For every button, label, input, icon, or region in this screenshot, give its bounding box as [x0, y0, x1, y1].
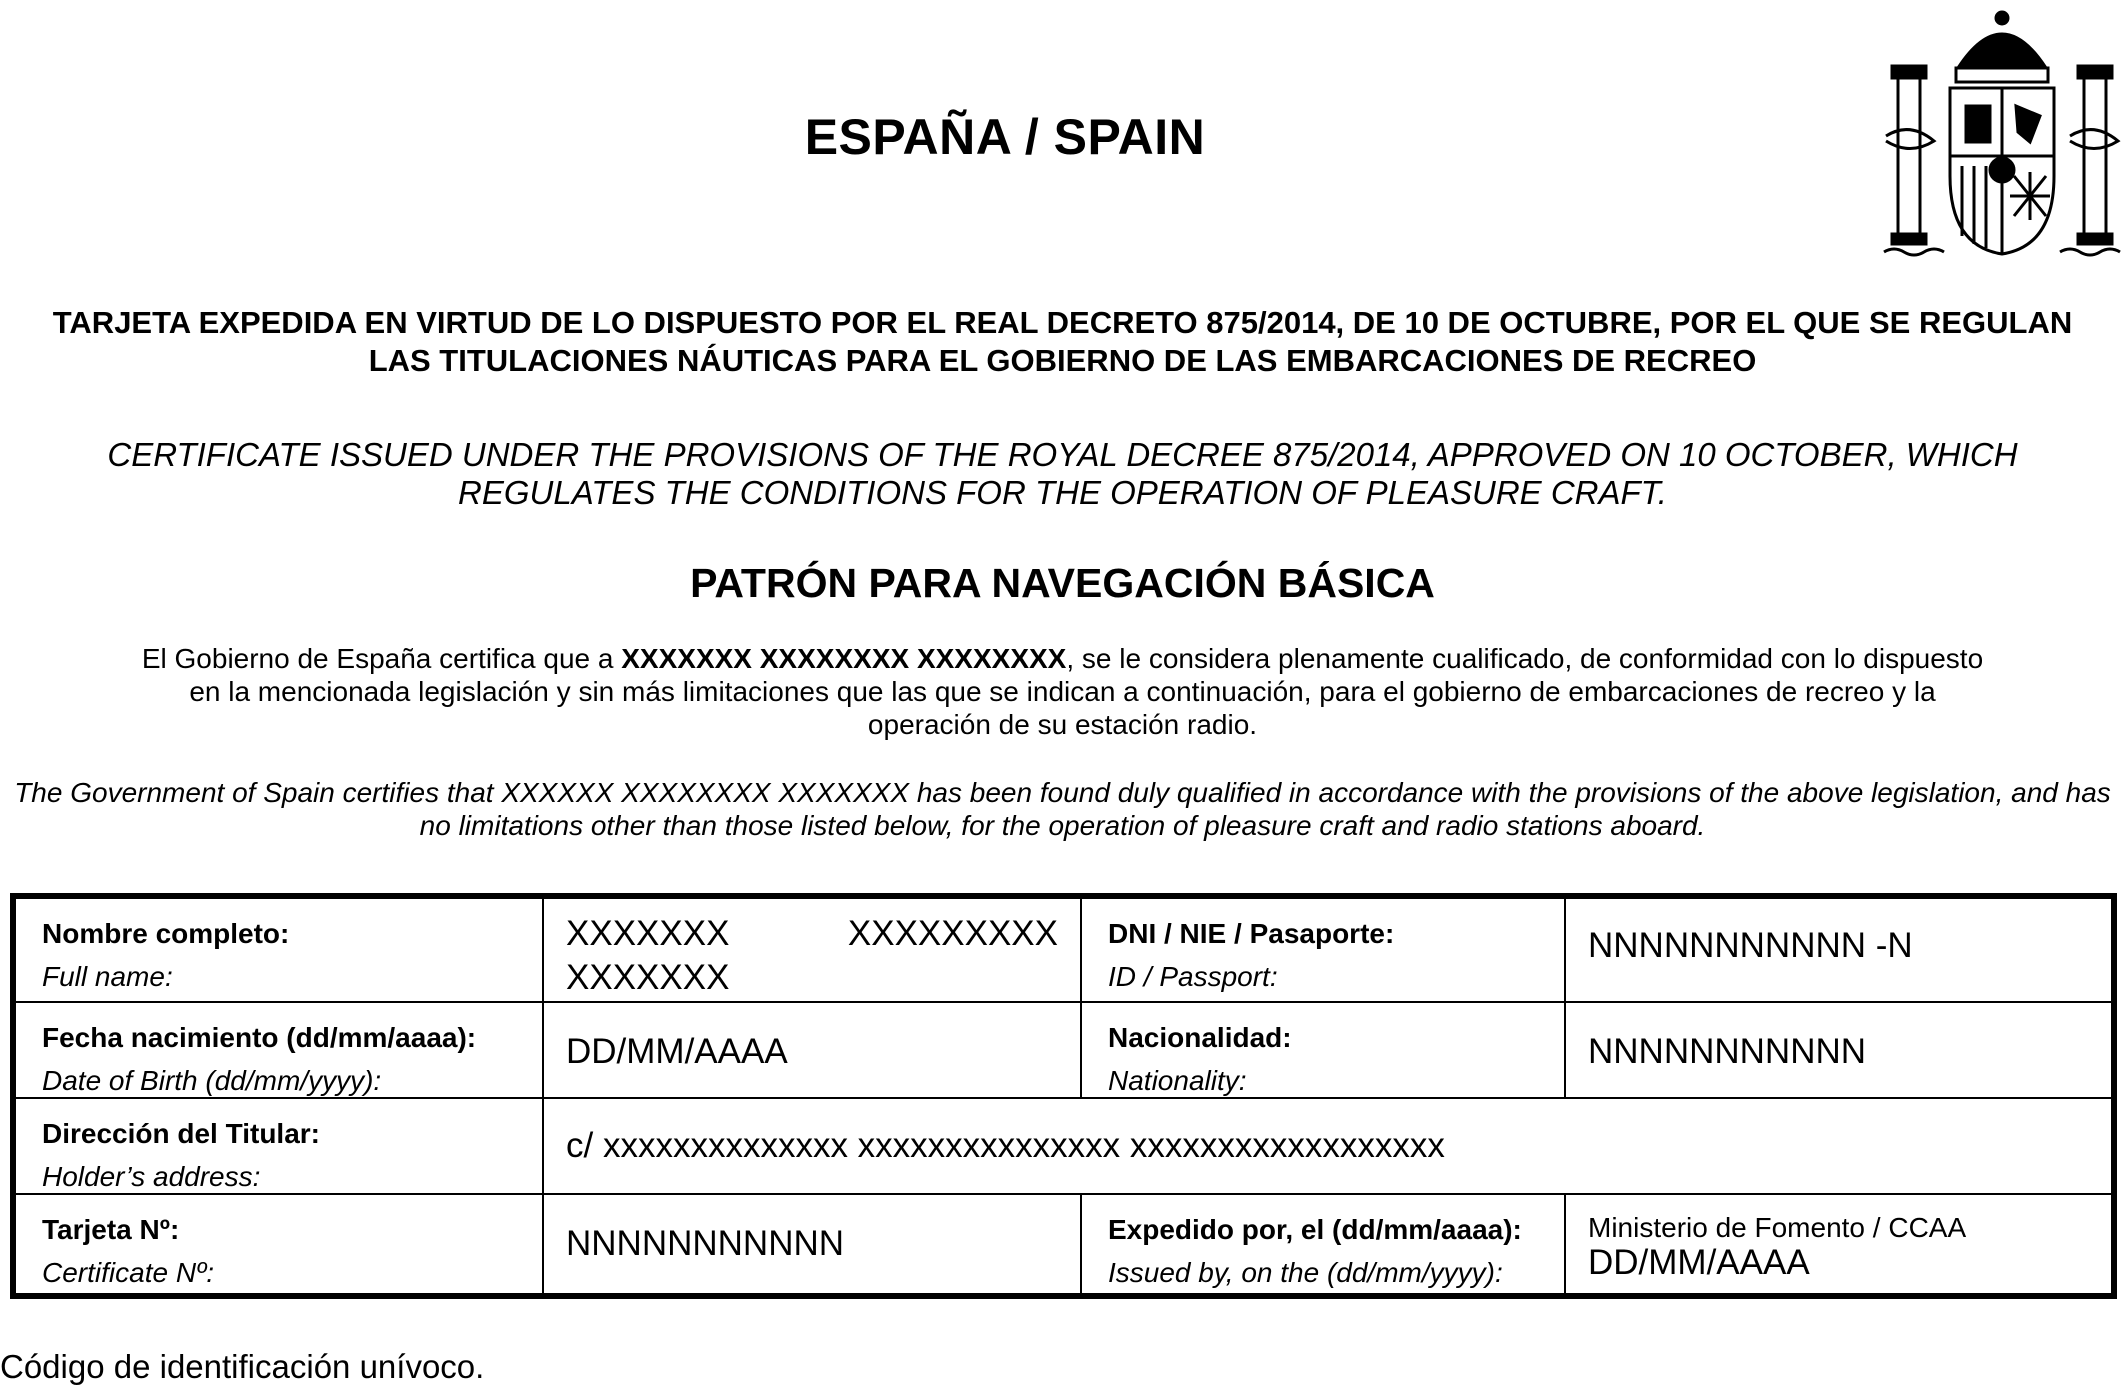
government-statement-spanish: El Gobierno de España certifica que a XXXXXXX XXXXXXXX XXXXXXXX, se le considera plenamente cualificado, de conformidad con lo dispuesto en la mencionada legislación y sin más limitaciones que las que se indican a continuación, para el gobierno de embarcaciones de recreo y la operación de su estación radio. — [141, 643, 1984, 740]
holder-details-table — [10, 893, 2117, 1299]
spain-coat-of-arms-icon — [1880, 6, 2125, 261]
id-label: DNI / NIE / Pasaporte: ID / Passport: — [1081, 898, 1565, 1002]
certificate-title: PATRÓN PARA NAVEGACIÓN BÁSICA — [690, 560, 1435, 606]
unique-identification-code: Código de identificación unívoco. — [0, 1348, 485, 1385]
decree-english: CERTIFICATE ISSUED UNDER THE PROVISIONS OF THE ROYAL DECREE 875/2014, APPROVED ON 10 OCTOBER, WHICH REGULATES THE CONDITIONS FOR THE OPERATION OF PLEASURE CRAFT. — [107, 436, 2018, 511]
issued-by-label: Expedido por, el (dd/mm/aaaa): Issued by, on the (dd/mm/yyyy): — [1081, 1194, 1565, 1294]
government-statement-english: The Government of Spain certifies that XXXXXX XXXXXXXX XXXXXXX has been found duly qualified in accordance with the provisions of the above legislation, and has no limitations other than those listed below, for the operation of pleasure craft and radio stations aboard. — [14, 777, 2111, 841]
address-label: Dirección del Titular: Holder’s address: — [15, 1098, 543, 1194]
holder-name-placeholder: XXXXXXX XXXXXXXX XXXXXXXX — [621, 643, 1067, 674]
nationality-value: NNNNNNNNNNN — [1565, 1002, 2112, 1098]
full-name-value: XXXXXXX XXXXXXXXX XXXXXXX — [543, 898, 1081, 1002]
birth-date-label: Fecha nacimiento (dd/mm/aaaa): Date of Birth (dd/mm/yyyy): — [15, 1002, 543, 1098]
birth-date-value: DD/MM/AAAA — [543, 1002, 1081, 1098]
full-name-label: Nombre completo: Full name: — [15, 898, 543, 1002]
nationality-label: Nacionalidad: Nationality: — [1081, 1002, 1565, 1098]
certificate-number-label: Tarjeta Nº: Certificate Nº: — [15, 1194, 543, 1294]
certificate-number-value: NNNNNNNNNNN — [543, 1194, 1081, 1294]
address-value: c/ xxxxxxxxxxxxxx xxxxxxxxxxxxxxx xxxxxxxxxxxxxxxxxx — [543, 1098, 2112, 1194]
country-title: ESPAÑA / SPAIN — [804, 109, 1206, 165]
issued-by-value — [1565, 1194, 2112, 1294]
issuer: Ministerio de Fomento / CCAA — [1588, 1212, 1967, 1243]
decree-spanish: TARJETA EXPEDIDA EN VIRTUD DE LO DISPUESTO POR EL REAL DECRETO 875/2014, DE 10 DE OCTUBRE, POR EL QUE SE REGULAN LAS TITULACIONES NÁUTICAS PARA EL GOBIERNO DE LAS EMBARCACIONES DE RECREO — [52, 305, 2073, 378]
issue-date: DD/MM/AAAA — [1588, 1243, 1810, 1282]
id-value: NNNNNNNNNNN -N — [1565, 898, 2112, 1002]
